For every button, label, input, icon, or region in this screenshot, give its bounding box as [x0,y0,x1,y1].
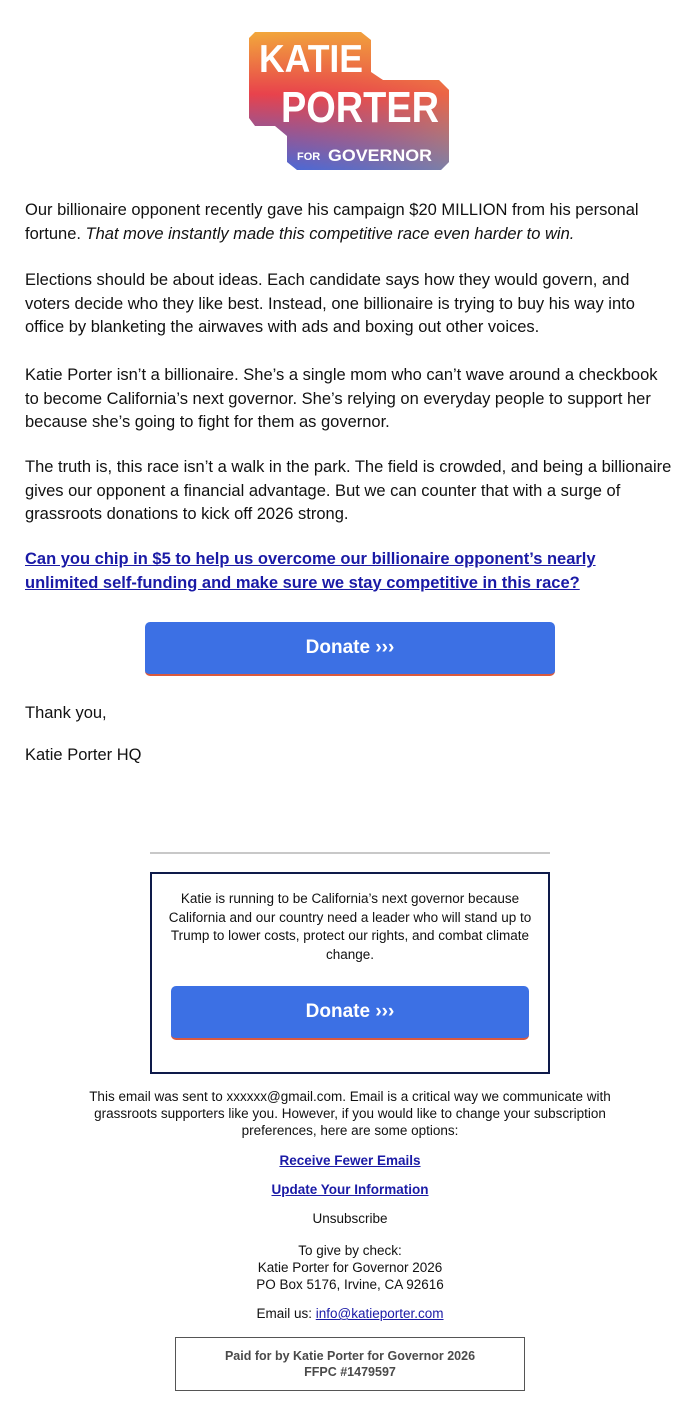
footer-divider [150,852,550,854]
footer-box-text: Katie is running to be California’s next governor because California and our country need a leader who will stand up to Trump to lower costs, protect our rights, and combat climate change. [168,891,532,962]
receive-fewer-emails-link[interactable]: Receive Fewer Emails [279,1153,421,1168]
paid-for-text: Paid for by Katie Porter for Governor 2026 [224,1349,476,1363]
logo-graphic [249,32,453,170]
footer-donate-button[interactable]: Donate ››› [171,986,529,1040]
ffpc-text: FFPC #1479597 [304,1365,396,1379]
paragraph-3 [25,364,673,435]
paragraph-4 [25,456,673,527]
logo-office: GOVERNOR [328,146,432,165]
chip-in-link[interactable]: Can you chip in $5 to help us overcome our billionaire opponent’s nearly unlimited self-funding and make sure we stay competitive in this race? [25,550,596,592]
logo-line1: KATIE [259,38,363,81]
sent-notice: This email was sent to xxxxxx@gmail.com. Email is a critical way we communicate with grassroots supporters like you. However, if you would like to change your subscription preferences, here are some options: [89,1089,611,1138]
logo-line2: PORTER [281,83,439,132]
thank-you-text: Thank you, [25,704,107,722]
paid-for-disclaimer [175,1337,525,1391]
footer-donate-box [150,872,550,1074]
email-us-link[interactable]: info@katieporter.com [315,1306,444,1321]
paragraph-1-text: Our billionaire opponent recently gave his campaign $20 MILLION from his personal fortune. [25,201,639,243]
paragraph-2 [25,269,673,340]
paragraph-1 [25,199,673,246]
campaign-logo [249,32,453,170]
update-information-link[interactable]: Update Your Information [271,1182,429,1197]
check-payee: Katie Porter for Governor 2026 [257,1260,443,1275]
email-us-label: Email us: [256,1306,316,1321]
logo-for: FOR [297,151,321,163]
check-address: PO Box 5176, Irvine, CA 92616 [256,1277,444,1292]
paragraph-2-text: Elections should be about ideas. Each candidate says how they would govern, and voters decide who they like best. Instead, one billionaire is trying to buy his way into office by blanketing the airwaves with ads and boxing out other voices. [25,271,635,336]
signature-text: Katie Porter HQ [25,746,142,764]
paragraph-3-text: Katie Porter isn’t a billionaire. She’s a single mom who can’t wave around a checkbook to become California’s next governor. She’s relying on everyday people to support her because she’s going to fight for them as governor. [25,366,658,431]
unsubscribe-link[interactable]: Unsubscribe [312,1211,388,1226]
email-us-line [0,1306,700,1321]
paragraph-1-italic: That move instantly made this competitive race even harder to win. [85,224,575,243]
donate-button[interactable]: Donate ››› [145,622,555,676]
paragraph-4-text: The truth is, this race isn’t a walk in the park. The field is crowded, and being a billionaire gives our opponent a financial advantage. But we can counter that with a surge of grassroots donations to kick off 2026 strong. [25,458,672,523]
check-label: To give by check: [298,1243,402,1258]
